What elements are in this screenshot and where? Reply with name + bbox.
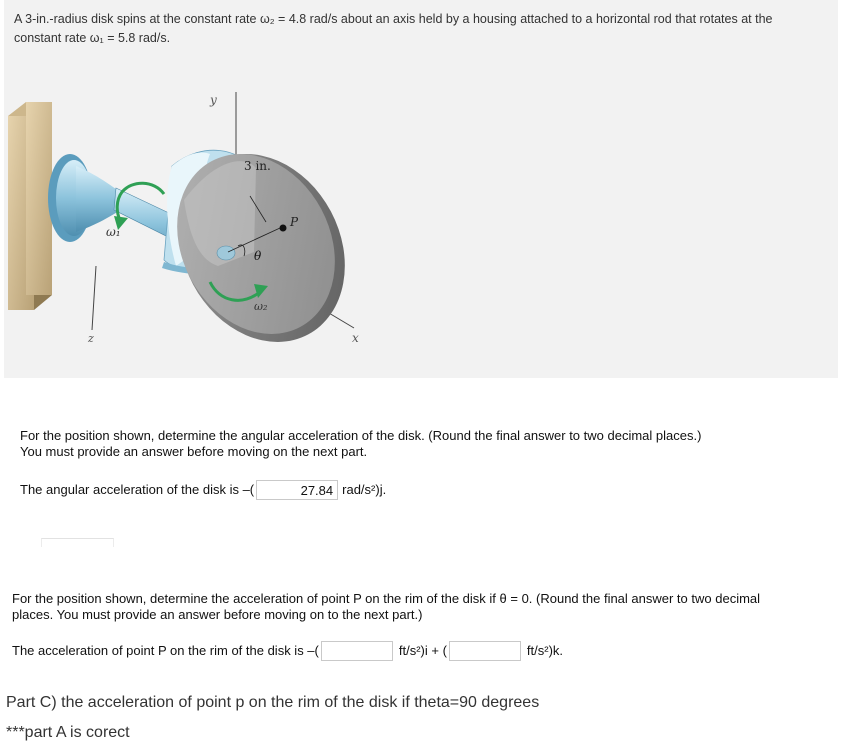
part-b-question-line-1: For the position shown, determine the acceleration of point P on the rim of the disk if θ = 0. (Round the final answer to two decimal	[12, 591, 761, 606]
part-a-answer-input[interactable]	[256, 480, 338, 500]
part-a-correct-note: ***part A is corect	[6, 724, 130, 741]
part-c-note: Part C) the acceleration of point p on the rim of the disk if theta=90 degrees	[6, 694, 540, 711]
label-x: x	[352, 331, 359, 345]
part-a-question-line-1: For the position shown, determine the angular acceleration of the disk. (Round the final answer to two decimal places.)	[20, 428, 702, 443]
part-a-answer-prefix: The angular acceleration of the disk is –(	[20, 482, 255, 497]
label-omega2: ω₂	[254, 300, 268, 313]
problem-statement	[14, 10, 834, 48]
part-a-question-line-2: You must provide an answer before moving on the next part.	[20, 444, 368, 459]
problem-statement-line-2: constant rate ω₁ = 5.8 rad/s.	[14, 31, 171, 45]
part-b-answer-i-input[interactable]	[321, 641, 393, 661]
z-axis	[92, 266, 96, 330]
label-theta: θ	[254, 249, 262, 263]
collapsed-panel-tab[interactable]	[41, 538, 114, 547]
label-y: y	[210, 93, 217, 107]
part-b-unit-i: ft/s²)i + (	[398, 643, 447, 658]
part-a-answer-unit: rad/s²)j.	[342, 482, 387, 497]
point-p-marker	[280, 225, 287, 232]
part-a-answer-row	[20, 480, 386, 500]
disk-hub	[217, 246, 235, 260]
part-b-answer-row	[12, 641, 563, 661]
disk-figure	[4, 70, 370, 378]
problem-statement-line-1: A 3-in.-radius disk spins at the constant rate ω₂ = 4.8 rad/s about an axis held by a housing attached to a horizontal rod that rotates at the	[14, 12, 773, 26]
part-b-unit-k: ft/s²)k.	[526, 643, 564, 658]
part-b-answer-prefix: The acceleration of point P on the rim of the disk is –(	[12, 643, 319, 658]
part-b-question-line-2: places. You must provide an answer before moving on to the next part.)	[12, 607, 423, 622]
problem-panel	[4, 0, 838, 378]
label-z: z	[88, 332, 94, 345]
part-a-question	[20, 428, 701, 460]
part-b-question	[12, 591, 760, 623]
label-p: P	[290, 215, 299, 229]
label-radius: 3 in.	[244, 159, 271, 173]
label-omega1: ω₁	[106, 225, 121, 239]
part-b-answer-k-input[interactable]	[449, 641, 521, 661]
wall-plate	[8, 102, 52, 310]
